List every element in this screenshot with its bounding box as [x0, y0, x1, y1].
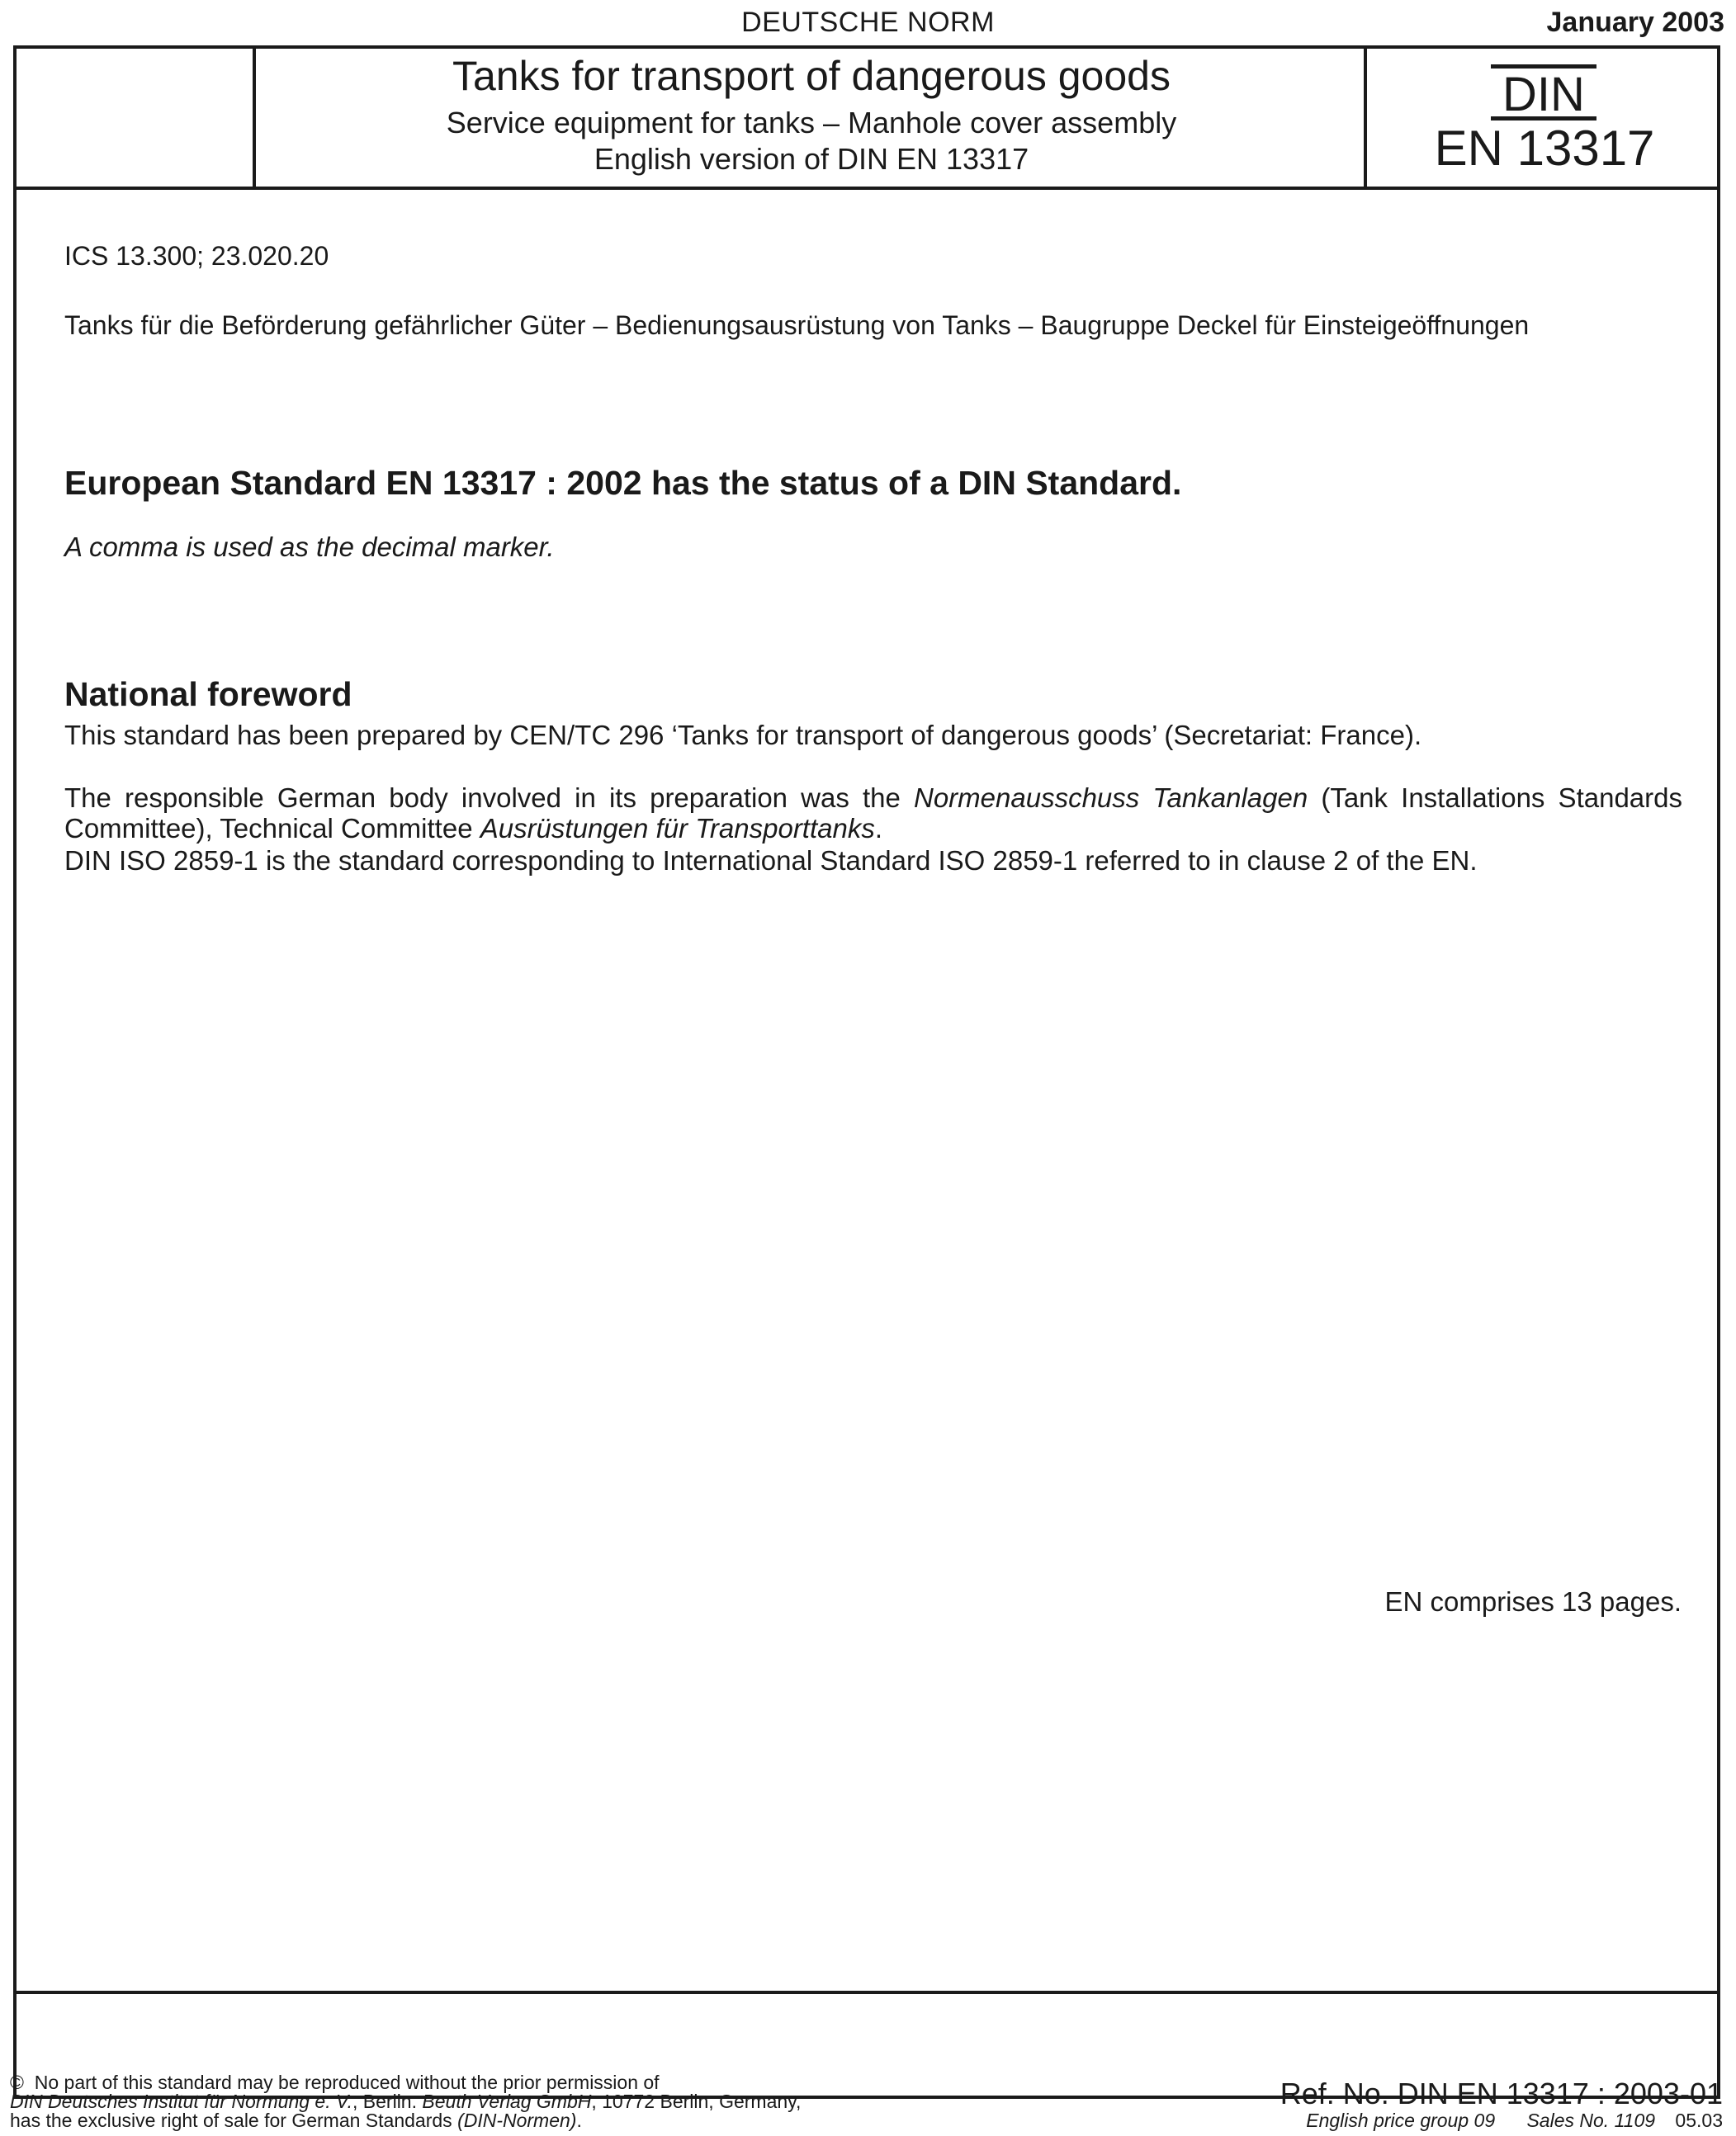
copyright-line-3: [10, 2111, 801, 2130]
copyright-text-2a: , Berlin.: [352, 2091, 423, 2112]
reference-number: Ref. No. DIN EN 13317 : 2003-01: [1280, 2077, 1723, 2110]
foreword-p2-text-a: The responsible German body involved in its preparation was the: [64, 782, 914, 813]
foreword-paragraph-1: This standard has been prepared by CEN/TC 296 ‘Tanks for transport of dangerous goods’ (Secretariat: France).: [64, 720, 1422, 750]
norm-label: DEUTSCHE NORM: [741, 7, 995, 38]
copyright-line-2: [10, 2092, 801, 2111]
document-title: Tanks for transport of dangerous goods: [452, 53, 1171, 99]
copyright-notice: [10, 2073, 801, 2130]
foreword-p2-text-b: (Tank Installations Standards Committee), Technical Committee: [64, 782, 1682, 844]
ics-code: ICS 13.300; 23.020.20: [64, 241, 329, 271]
copyright-line-1: [10, 2073, 801, 2092]
din-logo: [1491, 64, 1596, 121]
foreword-p2-text-c: .: [874, 813, 883, 844]
german-title: Tanks für die Beförderung gefährlicher Güter – Bedienungsausrüstung von Tanks – Baugruppe Deckel für Einsteigeöffnungen: [64, 310, 1530, 340]
copyright-text-2b: , 10772 Berlin, Germany,: [591, 2091, 802, 2112]
foreword-heading: National foreword: [64, 675, 352, 713]
copyright-symbol: ©: [10, 2072, 24, 2093]
page-frame: [13, 45, 1720, 2099]
sales-number: Sales No. 1109: [1526, 2110, 1656, 2131]
footer-top-rule: [13, 1991, 1720, 1994]
status-statement: European Standard EN 13317 : 2002 has the status of a DIN Standard.: [64, 464, 1182, 502]
committee-name: Normenausschuss Tankanlagen: [914, 782, 1308, 813]
standard-number: EN 13317: [1434, 121, 1655, 176]
copyright-text-3a: has the exclusive right of sale for German Standards: [10, 2110, 458, 2131]
page-count: EN comprises 13 pages.: [1384, 1586, 1682, 1617]
foreword-paragraph-2: [64, 782, 1682, 844]
decimal-note: A comma is used as the decimal marker.: [64, 532, 555, 562]
document-subtitle: Service equipment for tanks – Manhole cover assembly: [446, 106, 1177, 139]
din-normen-label: (DIN-Normen): [457, 2110, 577, 2131]
price-group: English price group 09: [1306, 2110, 1496, 2131]
copyright-text-1: No part of this standard may be reproduced without the prior permission of: [34, 2072, 660, 2093]
header-bottom-rule: [13, 187, 1720, 190]
din-logo-text: DIN: [1502, 68, 1585, 121]
publication-date: January 2003: [1546, 7, 1724, 38]
foreword-paragraph-3: DIN ISO 2859-1 is the standard corresponding to International Standard ISO 2859-1 referred to in clause 2 of the EN.: [64, 845, 1478, 876]
technical-committee-name: Ausrüstungen für Transporttanks: [480, 813, 875, 844]
document-version: English version of DIN EN 13317: [594, 142, 1029, 176]
din-institute-name: DIN Deutsches Institut für Normung e. V.: [10, 2091, 353, 2112]
publisher-name: Beuth Verlag GmbH: [422, 2091, 592, 2112]
print-date-inline: 05.03: [1670, 2110, 1723, 2131]
price-and-sales: [1306, 2110, 1723, 2132]
copyright-text-3b: .: [576, 2110, 582, 2131]
